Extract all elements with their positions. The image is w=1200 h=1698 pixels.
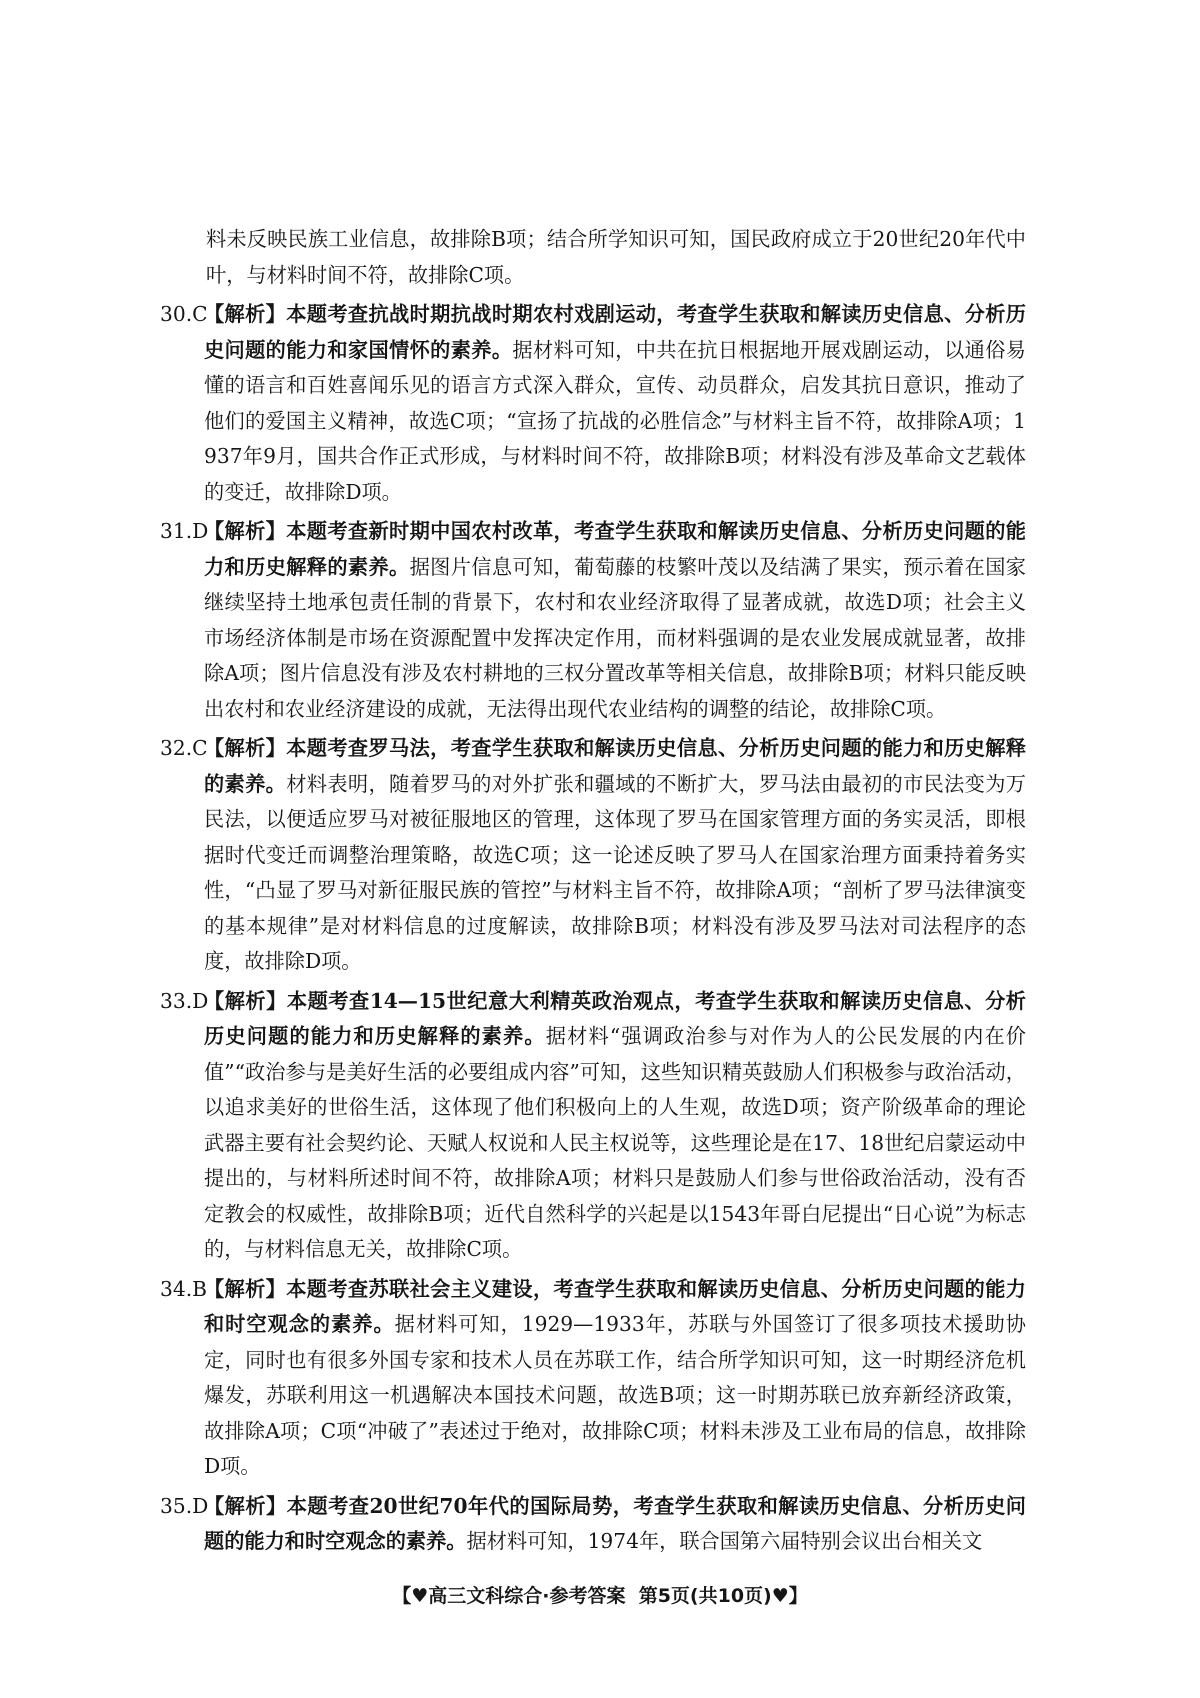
answer-item-30 [160, 297, 1026, 510]
footer-bracket-close: 】 [788, 1585, 808, 1607]
footer-bracket-open: 【 [392, 1585, 412, 1607]
question-number: 33.D [160, 988, 209, 1013]
analysis-body: 据材料可知，中共在抗日根据地开展戏剧运动，以通俗易懂的语言和百姓喜闻乐见的语言方式深入群众，宣传、动员群众，启发其抗日意识，推动了他们的爱国主义精神，故选C项；“宣扬了抗战的必胜信念”与材料主旨不符，故排除A项；1937年9月，国共合作正式形成，与材料时间不符，故排除B项；材料没有涉及革命文艺载体的变迁，故排除D项。 [204, 337, 1026, 504]
answer-item-35 [160, 1489, 1026, 1560]
analysis-summary: 本题考查罗马法，考查学生获取和解读历史信息、分析历史问题的能力和历史解释的素养。 [204, 736, 1026, 796]
question-number: 35.D [160, 1493, 209, 1518]
analysis-summary: 本题考查苏联社会主义建设，考查学生获取和解读历史信息、分析历史问题的能力和时空观念的素养。 [204, 1276, 1026, 1336]
continued-paragraph: 料未反映民族工业信息，故排除B项；结合所学知识可知，国民政府成立于20世纪20年代中叶，与材料时间不符，故排除C项。 [206, 227, 1026, 287]
page-footer [0, 1581, 1200, 1611]
analysis-tag: 【解析】 [204, 1276, 287, 1301]
analysis-tag: 【解析】 [204, 302, 287, 326]
analysis-body: 材料表明，随着罗马的对外扩张和疆域的不断扩大，罗马法由最初的市民法变为万民法，以便适应罗马对被征服地区的管理，这体现了罗马在国家管理方面的务实灵活，即根据时代变迁而调整治理策略，故选C项；这一论述反映了罗马人在国家治理方面秉持着务实性，“凸显了罗马对新征服民族的管控”与材料主旨不符，故排除A项；“剖析了罗马法律演变的基本规律”是对材料信息的过度解读，故排除B项；材料没有涉及罗马法对司法程序的态度，故排除D项。 [204, 771, 1026, 973]
heart-icon: ♥ [771, 1585, 789, 1607]
question-number: 34.B [160, 1276, 207, 1301]
analysis-tag: 【解析】 [204, 1493, 287, 1518]
analysis-summary: 本题考查新时期中国农村改革，考查学生获取和解读历史信息、分析历史问题的能力和历史解释的素养。 [204, 519, 1026, 579]
analysis-body: 据材料可知，1974年，联合国第六届特别会议出台相关文 [466, 1529, 983, 1553]
answer-item-32 [160, 731, 1026, 980]
answer-item-34 [160, 1272, 1026, 1485]
answer-item-31 [160, 514, 1026, 727]
page-number: 第5页(共10页) [638, 1585, 772, 1607]
analysis-summary: 本题考查14—15世纪意大利精英政治观点，考查学生获取和解读历史信息、分析历史问题的能力和历史解释的素养。 [204, 988, 1026, 1048]
analysis-body: 据材料“强调政治参与对作为人的公民发展的内在价值”“政治参与是美好生活的必要组成内容”可知，这些知识精英鼓励人们积极参与政治活动，以追求美好的世俗生活，这体现了他们积极向上的人生观，故选D项；资产阶级革命的理论武器主要有社会契约论、天赋人权说和人民主权说等，这些理论是在17、18世纪启蒙运动中提出的，与材料所述时间不符，故排除A项；材料只是鼓励人们参与世俗政治活动，没有否定教会的权威性，故排除B项；近代自然科学的兴起是以1543年哥白尼提出“日心说”为标志的，与材料信息无关，故排除C项。 [204, 1024, 1026, 1261]
question-number: 30.C [160, 302, 208, 326]
analysis-body: 据图片信息可知，葡萄藤的枝繁叶茂以及结满了果实，预示着在国家继续坚持土地承包责任制的背景下，农村和农业经济取得了显著成就，故选D项；社会主义市场经济体制是市场在资源配置中发挥决定作用，而材料强调的是农业发展成就显著，故排除A项；图片信息没有涉及农村耕地的三权分置改革等相关信息，故排除B项；材料只能反映出农村和农业经济建设的成就，无法得出现代农业结构的调整的结论，故排除C项。 [204, 554, 1026, 721]
analysis-body: 据材料可知，1929—1933年，苏联与外国签订了很多项技术援助协定，同时也有很多外国专家和技术人员在苏联工作，结合所学知识可知，这一时期经济危机爆发，苏联利用这一机遇解决本国技术问题，故选B项；这一时期苏联已放弃新经济政策，故排除A项；C项“冲破了”表述过于绝对，故排除C项；材料未涉及工业布局的信息，故排除D项。 [204, 1312, 1026, 1478]
analysis-tag: 【解析】 [204, 988, 287, 1013]
question-number: 31.D [160, 519, 209, 543]
heart-icon: ♥ [411, 1585, 429, 1607]
answer-content [160, 222, 1026, 1560]
question-number: 32.C [160, 736, 208, 760]
analysis-tag: 【解析】 [204, 519, 287, 543]
footer-title: 高三文科综合·参考答案 [428, 1585, 626, 1607]
analysis-summary: 本题考查20世纪70年代的国际局势，考查学生获取和解读历史信息、分析历史问题的能力和时空观念的素养。 [204, 1493, 1026, 1553]
analysis-summary: 本题考查抗战时期抗战时期农村戏剧运动，考查学生获取和解读历史信息、分析历史问题的能力和家国情怀的素养。 [204, 302, 1026, 362]
answer-item-33 [160, 984, 1026, 1268]
analysis-tag: 【解析】 [204, 736, 287, 760]
